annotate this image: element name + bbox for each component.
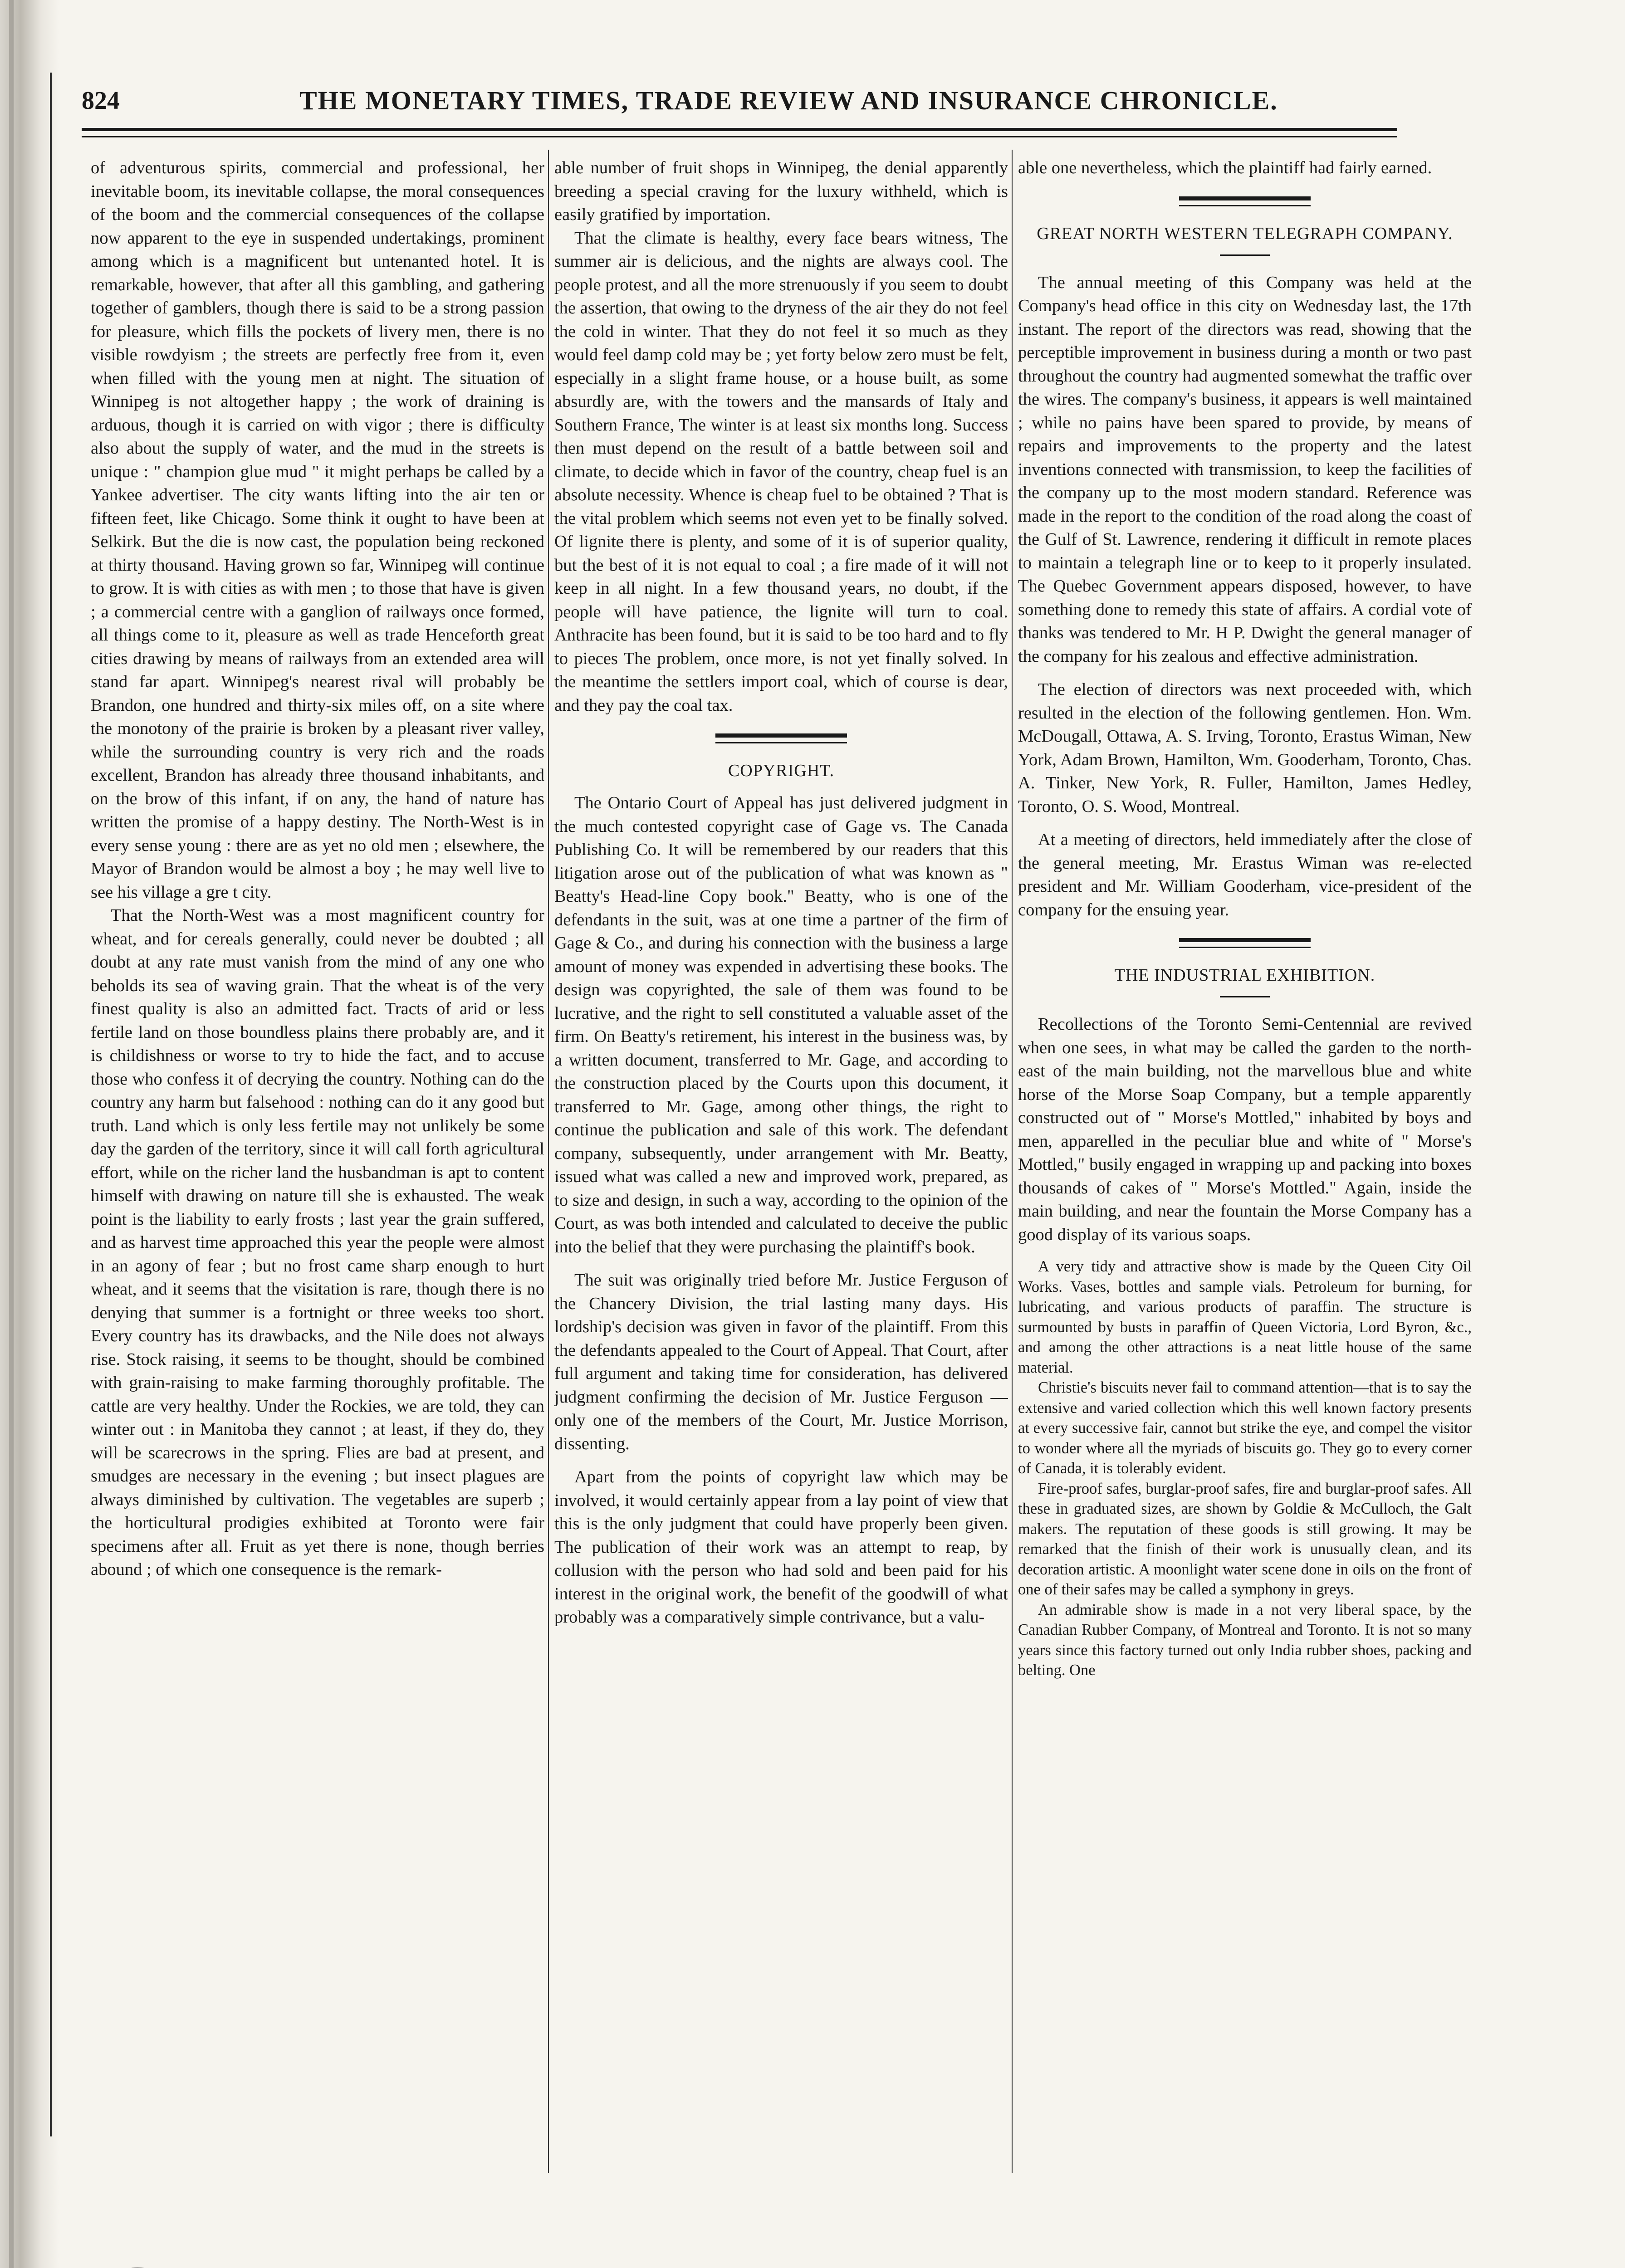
header-rule-thin	[82, 136, 1397, 137]
section-title-copyright: COPYRIGHT.	[728, 761, 835, 780]
header-rule-thick	[82, 128, 1397, 131]
column-divider-1	[548, 150, 549, 2173]
article-paragraph: An admirable show is made in a not very liberal space, by the Canadian Rubber Company, of Montreal and Toronto. It is not so many years since this factory turned out only India rubber shoes, packing and belting. One	[1018, 1601, 1472, 1679]
binding-line	[50, 73, 52, 2136]
page-header	[82, 77, 1533, 127]
article-paragraph: able one nevertheless, which the plaintiff had fairly earned.	[1018, 158, 1432, 177]
section-title-exhibition: THE INDUSTRIAL EXHIBITION.	[1114, 966, 1375, 985]
article-paragraph: able number of fruit shops in Winnipeg, the denial apparently breeding a special craving for the luxury withheld, which is easily gratified by importation.	[554, 158, 1008, 224]
column-2	[554, 156, 1008, 2170]
column-divider-2	[1012, 150, 1013, 2173]
article-paragraph: At a meeting of directors, held immediately after the close of the general meeting, Mr. Erastus Wiman was re-elected president and Mr. William Gooderham, vice-president of the company for the ensuing year.	[1018, 830, 1472, 919]
article-paragraph: A very tidy and attractive show is made by the Queen City Oil Works. Vases, bottles and sample vials. Petroleum for burning, for lubricating, and various products of paraffin. The structure is surmounted by busts in paraffin of Queen Victoria, Lord Byron, &c., and among the other attractions is a neat little house of the same material.	[1018, 1258, 1472, 1376]
ink-mark	[113, 2259, 295, 2268]
section-rule-thick	[1179, 938, 1311, 942]
article-paragraph: That the North-West was a most magnificent country for wheat, and for cereals generally, could never be doubted ; all doubt at any rate must vanish from the mind of any one who beholds its sea of waving grain. That the wheat is of the very finest quality is also an admitted fact. Tracts of arid or less fertile land on those boundless plains there probably are, and it is childishness or worse to try to hide the fact, and to accuse those who confess it of decrying the country. Nothing can do the country any harm but falsehood : nothing can do it any good but truth. Land which is only less fertile may not unlikely be some day the garden of the territory, since it will call forth agricultural effort, while on the richer land the husbandman is apt to content himself with drawing on nature till she is exhausted. The weak point is the liability to early frosts ; last year the grain suffered, and as harvest time approached this year the people were almost in an agony of fear ; but no frost came sharp enough to hurt wheat, and it seems that the visitation is rare, though there is no denying that summer is a fortnight or three weeks too short. Every country has its drawbacks, and the Nile does not always rise. Stock raising, it seems to be thought, should be combined with grain-raising to make farming thoroughly profitable. The cattle are very healthy. Under the Rockies, we are told, they can winter out : in Manitoba they cannot ; at least, if they do, they will be scarecrows in the spring. Flies are bad at present, and smudges are necessary in the evening ; but insect plagues are always diminished by cultivation. The vegetables are superb ; the horticultural prodigies exhibited at Toronto were fair specimens after all. Fruit as yet there is none, though berries abound ; of which one consequence is the remark-	[91, 906, 544, 1579]
column-3	[1018, 156, 1472, 2170]
article-paragraph: The suit was originally tried before Mr. Justice Ferguson of the Chancery Division, the trial lasting many days. His lordship's decision was given in favor of the plaintiff. From this the defendants appealed to the Court of Appeal. That Court, after full argument and taking time for consideration, has delivered judgment confirming the decision of Mr. Justice Ferguson —only one of the members of the Court, Mr. Justice Morrison, dissenting.	[554, 1271, 1008, 1453]
article-paragraph: The election of directors was next proceeded with, which resulted in the election of the following gentlemen. Hon. Wm. McDougall, Ottawa, A. S. Irving, Toronto, Erastus Wiman, New York, Adam Brown, Hamilton, Wm. Gooderham, Toronto, Chas. A. Tinker, New York, R. Fuller, Hamilton, James Hedley, Toronto, O. S. Wood, Montreal.	[1018, 680, 1472, 816]
section-rule-thick	[1179, 196, 1311, 200]
page-number: 824	[82, 87, 120, 115]
article-paragraph: The annual meeting of this Company was held at the Company's head office in this city on Wednesday last, the 17th instant. The report of the directors was read, showing that the perceptible improvement in business during a month or two past throughout the country had augmented somewhat the traffic over the wires. The company's business, it appears is well maintained ; while no pains have been spared to provide, by means of repairs and improvements to the property and the latest inventions connected with transmission, to keep the facilities of the company up to the most modern standard. Reference was made in the report to the condition of the road along the coast of the Gulf of St. Lawrence, rendering it difficult in remote places to maintain a telegraph line or to keep to it properly insulated. The Quebec Government appears disposed, however, to have something done to remedy this state of affairs. A cordial vote of thanks was tendered to Mr. H P. Dwight the general manager of the company for his zealous and effective administration.	[1018, 273, 1472, 666]
article-paragraph: The Ontario Court of Appeal has just delivered judgment in the much contested copyright case of Gage vs. The Canada Publishing Co. It will be remembered by our readers that this litigation arose out of the publication of what was known as " Beatty's Head-line Copy book." Beatty, who is one of the defendants in the suit, was at one time a partner of the firm of Gage & Co., and during his connection with the business a large amount of money was expended in advertising these books. The design was copyrighted, the sale of them was found to be lucrative, and the right to sell constituted a valuable asset of the firm. On Beatty's retirement, his interest in the business was, by a written document, transferred to Mr. Gage, and according to the construction placed by the Courts upon this document, it transferred to Mr. Gage, among other things, the right to continue the publication and sale of this work. The defendant company, subsequently, under arrangement with Mr. Beatty, issued what was called a new and improved work, prepared, as to size and design, in such a way, according to the opinion of the Court, as was both intended and calculated to deceive the public into the belief that they were purchasing the plaintiff's book.	[554, 793, 1008, 1256]
section-rule-thin	[1179, 205, 1311, 206]
short-rule	[1220, 996, 1270, 997]
masthead-title: THE MONETARY TIMES, TRADE REVIEW AND INSURANCE CHRONICLE.	[299, 86, 1278, 115]
article-paragraph: Recollections of the Toronto Semi-Centennial are revived when one sees, in what may be called the garden to the north-east of the main building, not the marvellous blue and white horse of the Morse Soap Company, but a temple apparently constructed out of " Morse's Mottled," inhabited by boys and men, apparelled in the peculiar blue and white of " Morse's Mottled," busily engaged in wrapping up and packing into boxes thousands of cakes of " Morse's Mottled." Again, inside the main building, and near the fountain the Morse Company has a good display of its various soaps.	[1018, 1015, 1472, 1244]
section-title-telegraph: GREAT NORTH WESTERN TELEGRAPH COMPANY.	[1037, 224, 1453, 243]
article-paragraph: Apart from the points of copyright law which may be involved, it would certainly appear from a lay point of view that this is the only judgment that could have properly been given. The publication of their work was an attempt to reap, by collusion with the person who had sold and been paid for his interest in the original work, the benefit of the goodwill of what probably was a comparatively simple contrivance, but a valu-	[554, 1467, 1008, 1627]
section-rule-thin	[715, 742, 847, 743]
column-1	[91, 156, 544, 2170]
article-paragraph: Christie's biscuits never fail to command attention—that is to say the extensive and varied collection which this well known factory presents at every successive fair, cannot but strike the eye, and compel the visitor to wonder where all the myriads of biscuits go. They go to every corner of Canada, it is tolerably evident.	[1018, 1379, 1472, 1477]
binding-shadow	[9, 0, 14, 2268]
short-rule	[1220, 254, 1270, 256]
section-rule-thick	[715, 733, 847, 738]
section-rule-thin	[1179, 947, 1311, 948]
article-paragraph: Fire-proof safes, burglar-proof safes, fire and burglar-proof safes. All these in graduated sizes, are shown by Goldie & McCulloch, the Galt makers. The reputation of these goods is still growing. It may be remarked that the finish of their work is unusually clean, and its decoration artistic. A moonlight water scene done in oils on the front of one of their safes may be called a symphony in greys.	[1018, 1480, 1472, 1598]
article-paragraph: of adventurous spirits, commercial and professional, her inevitable boom, its inevitable collapse, the moral consequences of the boom and the commercial consequences of the collapse now apparent to the eye in suspended undertakings, prominent among which is a magnificent but untenanted hotel. It is remarkable, however, that after all this gambling, and gathering together of gamblers, though there is said to be a strong passion for pleasure, which fills the pockets of livery men, there is no visible rowdyism ; the streets are perfectly free from it, even when filled with the young men at night. The situation of Winnipeg is not altogether happy ; the work of draining is arduous, though it is carried on with vigor ; there is difficulty also about the supply of water, and the mud in the streets is unique : " champion glue mud " it might perhaps be called by a Yankee advertiser. The city wants lifting into the air ten or fifteen feet, like Chicago. Some think it ought to have been at Selkirk. But the die is now cast, the population being reckoned at thirty thousand. Having grown so far, Winnipeg will continue to grow. It is with cities as with men ; to those that have is given ; a commercial centre with a ganglion of railways once formed, all things come to it, pleasure as well as trade Henceforth great cities drawing by means of railways from an extended area will stand far apart. Winnipeg's nearest rival will probably be Brandon, one hundred and thirty-six miles off, on a site where the monotony of the prairie is broken by a pleasant river valley, while the surrounding country is very rich and the roads excellent, Brandon has already three thousand inhabitants, and on the brow of this infant, if on any, the hand of nature has written the promise of a happy destiny. The North-West is in every sense young : there are as yet no old men ; elsewhere, the Mayor of Brandon would be almost a boy ; he may well live to see his village a gre t city.	[91, 158, 544, 902]
article-paragraph: That the climate is healthy, every face bears witness, The summer air is delicious, and the nights are always cool. The people protest, and all the more strenuously if you seem to doubt the assertion, that owing to the dryness of the air they do not feel the cold in winter. That they do not feel it so much as they would feel damp cold may be ; yet forty below zero must be felt, especially in a slight frame house, or a house built, as some absurdly are, with the towers and the mansards of Italy and Southern France, The winter is at least six months long. Success then must depend on the result of a battle between soil and climate, to decide which in favor of the country, cheap fuel is an absolute necessity. Whence is cheap fuel to be obtained ? That is the vital problem which seems not even yet to be finally solved. Of lignite there is plenty, and some of it is of superior quality, but the best of it is not equal to coal ; a fire made of it will not keep in all night. In a few thousand years, no doubt, if the people will have patience, the lignite will turn to coal. Anthracite has been found, but it is said to be too hard and to fly to pieces The problem, once more, is not yet finally solved. In the meantime the settlers import coal, which of course is dear, and they pay the coal tax.	[554, 228, 1008, 715]
